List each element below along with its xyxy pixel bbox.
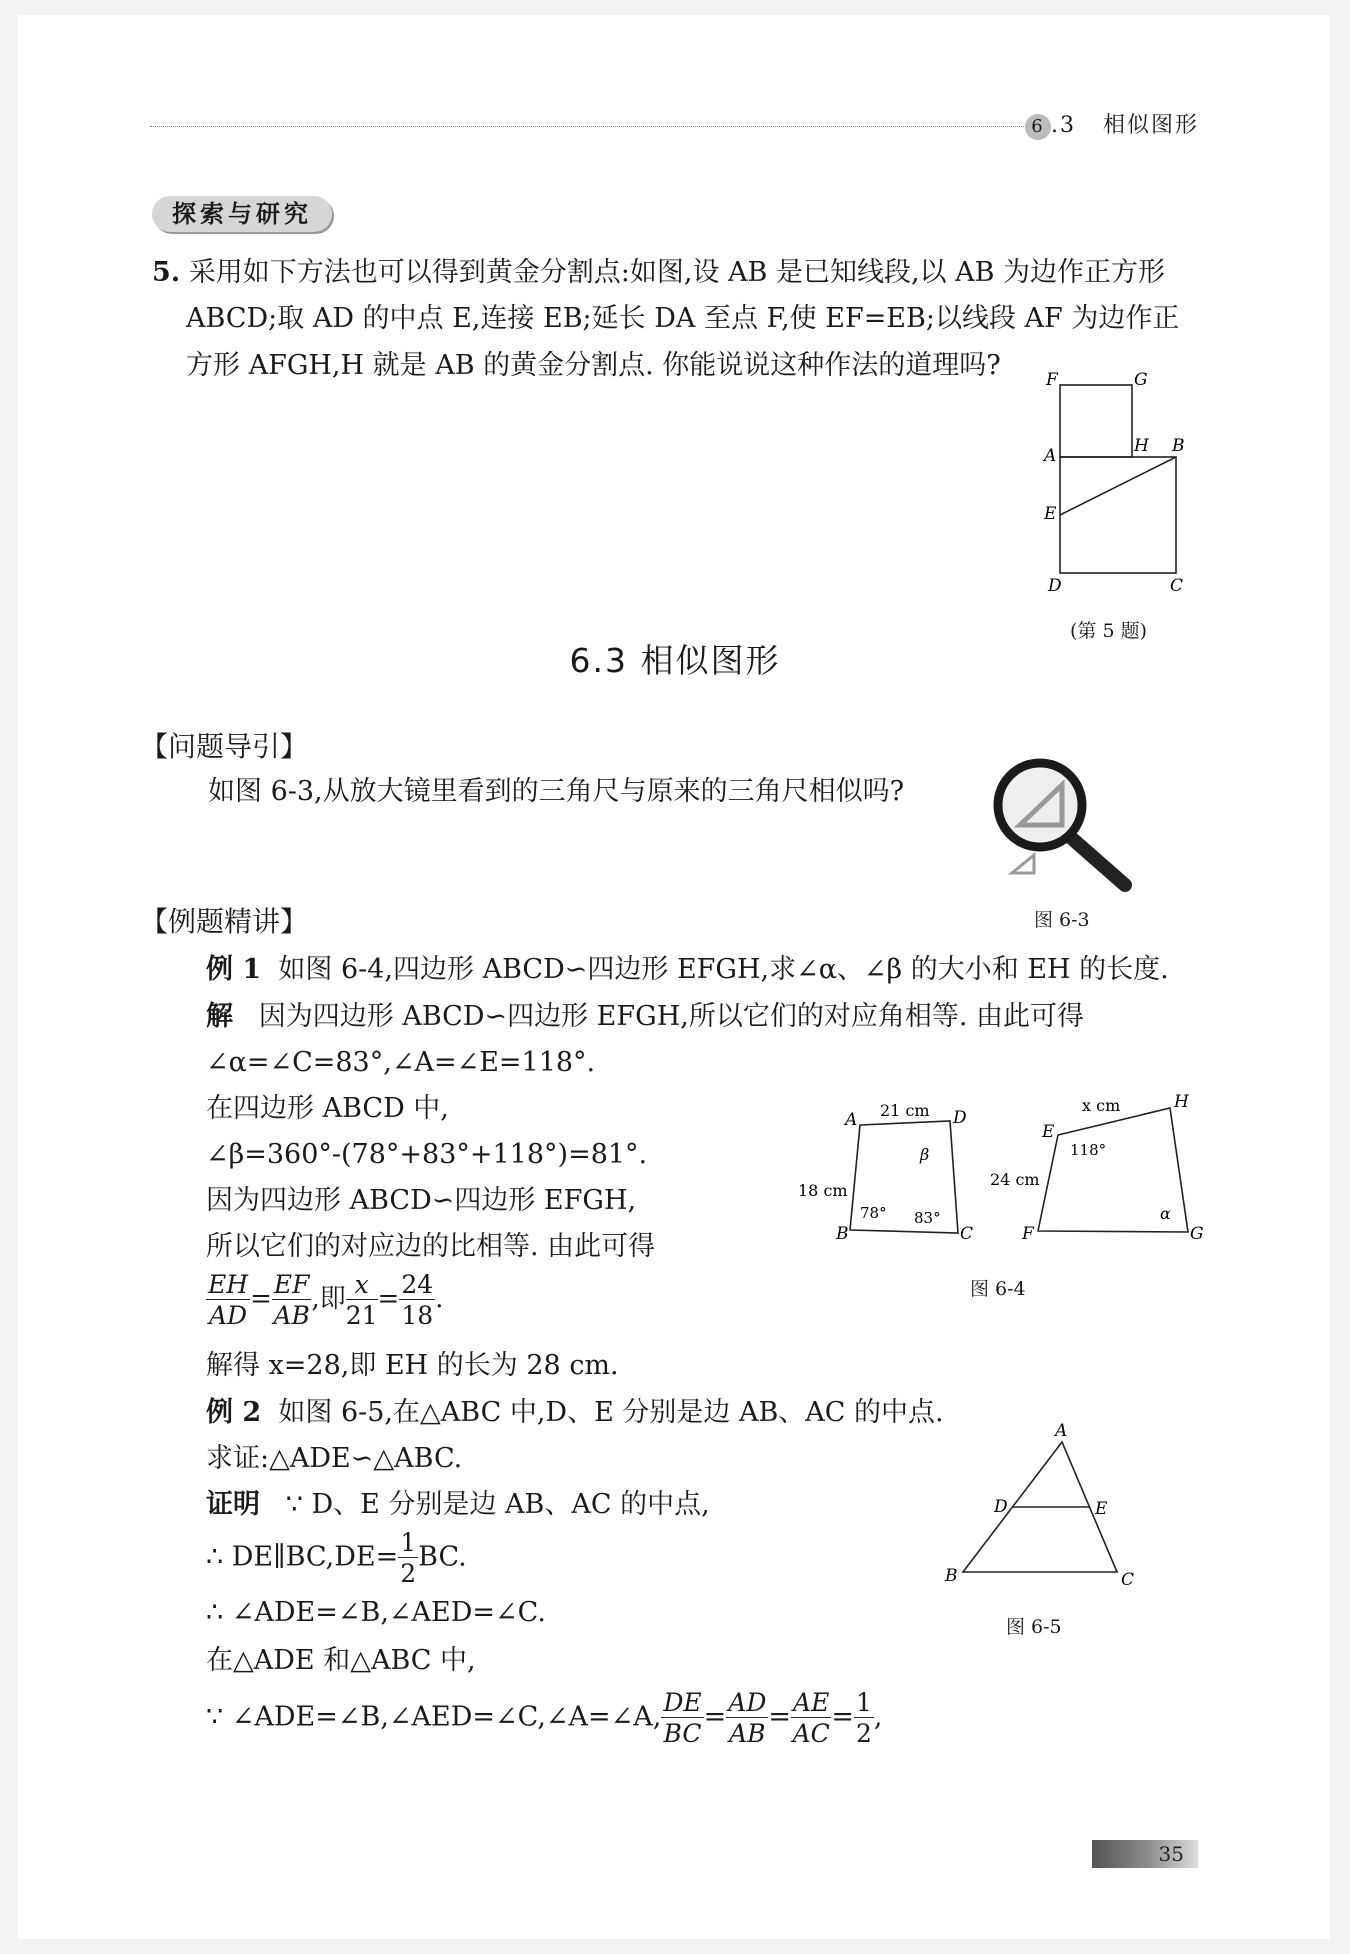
proof-text-5a: ∵ ∠ADE=∠B,∠AED=∠C,∠A=∠A, bbox=[206, 1701, 662, 1733]
label-B: B bbox=[1172, 436, 1185, 456]
figure-6-5 bbox=[935, 1420, 1155, 1590]
label-B: B bbox=[945, 1566, 958, 1586]
problem-5-line-2: ABCD;取 AD 的中点 E,连接 EB;延长 DA 至点 F,使 EF=EB;以线段 AF 为边作正 bbox=[186, 303, 1180, 334]
ji-text: ,即 bbox=[311, 1284, 346, 1314]
fraction-eh-ad bbox=[206, 1272, 250, 1328]
frac-num: 24 bbox=[401, 1270, 434, 1299]
label-E: E bbox=[1042, 1122, 1055, 1142]
frac-den: AC bbox=[792, 1719, 830, 1748]
proof-line-1 bbox=[206, 1482, 710, 1528]
len-ef: 24 cm bbox=[990, 1170, 1040, 1189]
section-heading: 6.3 相似图形 bbox=[569, 641, 781, 680]
equals: = bbox=[703, 1701, 727, 1733]
label-G: G bbox=[1190, 1224, 1204, 1244]
proof-line-5 bbox=[206, 1690, 882, 1746]
figure-6-4-caption: 图 6-4 bbox=[970, 1278, 1026, 1300]
label-D: D bbox=[953, 1108, 967, 1128]
ratio-equation bbox=[206, 1272, 443, 1328]
proof-label: 证明 bbox=[206, 1489, 260, 1520]
label-E: E bbox=[1095, 1499, 1108, 1519]
label-B: B bbox=[836, 1224, 849, 1244]
frac-num: EH bbox=[208, 1270, 249, 1299]
solution-line-3: 在四边形 ABCD 中, bbox=[206, 1093, 449, 1124]
equals: = bbox=[377, 1284, 400, 1314]
page-number-tab bbox=[1092, 1840, 1198, 1868]
label-G: G bbox=[1134, 370, 1148, 390]
fraction-24-18 bbox=[399, 1272, 435, 1328]
angle-c: 83° bbox=[914, 1209, 941, 1227]
fraction-ae-ac bbox=[791, 1690, 831, 1746]
label-A: A bbox=[1055, 1421, 1068, 1441]
header-rule bbox=[150, 126, 1030, 127]
figure-6-5-caption: 图 6-5 bbox=[1006, 1616, 1062, 1638]
equals: = bbox=[250, 1284, 272, 1314]
figure-6-4 bbox=[790, 1085, 1220, 1245]
frac-num: DE bbox=[663, 1688, 702, 1717]
frac-den: BC bbox=[663, 1719, 702, 1748]
label-F: F bbox=[1022, 1224, 1034, 1244]
solution-text-1: 因为四边形 ABCD∽四边形 EFGH,所以它们的对应角相等. 由此可得 bbox=[258, 1001, 1084, 1032]
solution-line-2: ∠α=∠C=83°,∠A=∠E=118°. bbox=[206, 1047, 596, 1078]
problem-5-line-3: 方形 AFGH,H 就是 AB 的黄金分割点. 你能说说这种作法的道理吗? bbox=[186, 350, 1001, 381]
label-C: C bbox=[960, 1224, 974, 1244]
equals: = bbox=[768, 1701, 792, 1733]
label-A: A bbox=[845, 1110, 858, 1130]
len-ab: 18 cm bbox=[798, 1181, 848, 1200]
proof-text-2b: BC. bbox=[418, 1541, 467, 1573]
golden-section-figure bbox=[1030, 365, 1200, 635]
label-C: C bbox=[1170, 576, 1184, 596]
fraction-ad-ab bbox=[726, 1690, 768, 1746]
problem-text: 采用如下方法也可以得到黄金分割点:如图,设 AB 是已知线段,以 AB 为边作正方形 bbox=[188, 257, 1166, 288]
comma: , bbox=[873, 1701, 883, 1733]
solution-line-4: ∠β=360°-(78°+83°+118°)=81°. bbox=[206, 1139, 648, 1170]
fraction-half bbox=[398, 1530, 418, 1586]
label-H: H bbox=[1174, 1092, 1189, 1112]
len-eh: x cm bbox=[1082, 1096, 1121, 1115]
frac-den: 2 bbox=[855, 1719, 872, 1748]
frac-den: 21 bbox=[345, 1301, 378, 1330]
proof-line-4: 在△ADE 和△ABC 中, bbox=[206, 1645, 476, 1676]
page-number: 35 bbox=[1158, 1842, 1184, 1866]
frac-num: AE bbox=[793, 1688, 830, 1717]
small-triangle bbox=[1012, 855, 1034, 873]
equals: = bbox=[831, 1701, 854, 1733]
example-2-line-2: 求证:△ADE∽△ABC. bbox=[206, 1443, 463, 1474]
proof-text-1: ∵ D、E 分别是边 AB、AC 的中点, bbox=[285, 1489, 710, 1520]
len-ad: 21 cm bbox=[880, 1101, 930, 1120]
alpha: α bbox=[1160, 1204, 1171, 1223]
magnifier-figure bbox=[990, 755, 1150, 900]
frac-den: AB bbox=[273, 1301, 310, 1330]
label-H: H bbox=[1134, 436, 1149, 456]
solution-line-5: 因为四边形 ABCD∽四边形 EFGH, bbox=[206, 1185, 637, 1216]
frac-num: 1 bbox=[855, 1688, 872, 1717]
guide-text: 如图 6-3,从放大镜里看到的三角尺与原来的三角尺相似吗? bbox=[208, 776, 905, 807]
frac-num: 1 bbox=[400, 1528, 417, 1557]
example-1-line bbox=[206, 947, 1169, 993]
proof-line-2 bbox=[206, 1530, 467, 1586]
example-1-text: 如图 6-4,四边形 ABCD∽四边形 EFGH,求∠α、∠β 的大小和 EH 的长度. bbox=[278, 954, 1169, 985]
magnifier-handle bbox=[1068, 835, 1125, 885]
solution-label: 解 bbox=[206, 1001, 233, 1032]
frac-num: x bbox=[346, 1272, 378, 1300]
frac-den: AB bbox=[729, 1719, 766, 1748]
example-1-label: 例 1 bbox=[206, 954, 262, 985]
solution-line-6: 所以它们的对应边的比相等. 由此可得 bbox=[206, 1231, 656, 1262]
beta: β bbox=[920, 1145, 930, 1164]
example-2-text: 如图 6-5,在△ABC 中,D、E 分别是边 AB、AC 的中点. bbox=[278, 1397, 944, 1428]
problem-number: 5. bbox=[152, 257, 181, 288]
examples-title: 【例题精讲】 bbox=[140, 905, 309, 938]
angle-e: 118° bbox=[1070, 1141, 1107, 1159]
fraction-de-bc bbox=[661, 1690, 703, 1746]
example-2-line bbox=[206, 1390, 944, 1436]
header-title: 相似图形 bbox=[1102, 113, 1199, 138]
example-2-label: 例 2 bbox=[206, 1397, 262, 1428]
frac-den: AD bbox=[208, 1301, 248, 1330]
problem-5-line-1 bbox=[152, 250, 1165, 296]
label-D: D bbox=[994, 1497, 1008, 1517]
running-header bbox=[1025, 108, 1199, 140]
label-D: D bbox=[1048, 576, 1062, 596]
solution-line-1 bbox=[206, 994, 1084, 1040]
label-E: E bbox=[1044, 504, 1057, 524]
guide-title: 【问题导引】 bbox=[140, 730, 309, 763]
fraction-x-21 bbox=[346, 1272, 378, 1328]
label-C: C bbox=[1121, 1570, 1135, 1590]
fraction-one-half bbox=[854, 1690, 874, 1746]
square-abcd bbox=[1060, 457, 1176, 573]
frac-den: 2 bbox=[400, 1559, 417, 1588]
figure-6-3-caption: 图 6-3 bbox=[1034, 909, 1090, 931]
frac-num: EF bbox=[273, 1270, 310, 1299]
label-F: F bbox=[1046, 370, 1058, 390]
segment-eb bbox=[1060, 457, 1176, 515]
frac-den: 18 bbox=[401, 1301, 434, 1330]
label-A: A bbox=[1044, 446, 1057, 466]
section-number-rest: .3 bbox=[1051, 113, 1076, 138]
section-number: 6 bbox=[1025, 114, 1051, 140]
proof-text-2a: ∴ DE∥BC,DE= bbox=[206, 1541, 399, 1573]
explore-research-tag: 探索与研究 bbox=[152, 196, 332, 232]
fraction-ef-ab bbox=[272, 1272, 312, 1328]
period: . bbox=[435, 1284, 444, 1314]
frac-num: AD bbox=[728, 1688, 767, 1717]
problem-5-caption: (第 5 题) bbox=[1070, 620, 1147, 642]
square-afgh bbox=[1060, 385, 1132, 457]
proof-line-3: ∴ ∠ADE=∠B,∠AED=∠C. bbox=[206, 1597, 546, 1628]
angle-b: 78° bbox=[860, 1204, 887, 1222]
solution-line-8: 解得 x=28,即 EH 的长为 28 cm. bbox=[206, 1350, 619, 1381]
